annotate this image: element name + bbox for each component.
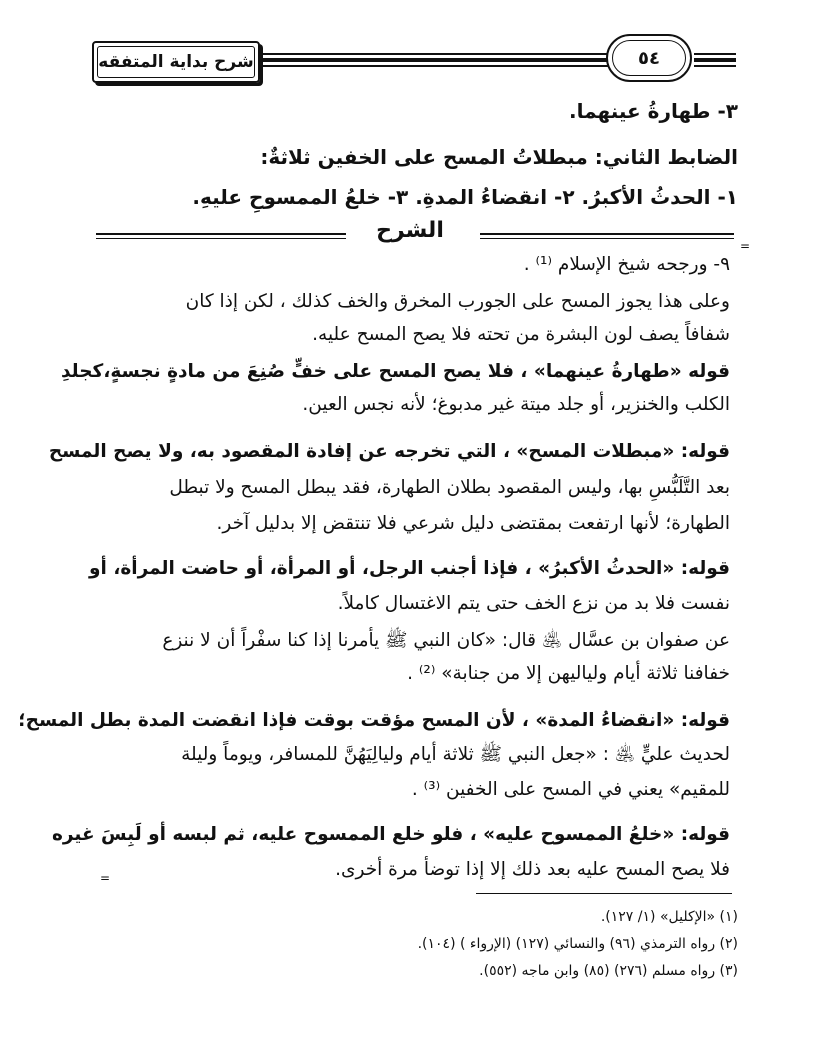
body-line: عن صفوان بن عسَّال ﵁ قال: «كان النبي ﷺ يأمرنا إذا كنا سفْراً أن لا ننزع xyxy=(162,630,730,651)
margin-mark: = xyxy=(100,871,111,885)
header-rule xyxy=(262,53,608,55)
header-rule xyxy=(262,58,608,62)
footnote: (٢) رواه الترمذي (٩٦) والنسائي (١٢٧) (الإرواء ) (١٠٤). xyxy=(417,936,738,952)
body-line: شفافاً يصف لون البشرة من تحته فلا يصح المسح عليه. xyxy=(312,324,730,345)
footnote: (١) «الإكليل» (١/ ١٢٧). xyxy=(600,909,738,925)
section-rule xyxy=(480,238,734,239)
page-number-box xyxy=(606,34,692,82)
running-title: شرح بداية المتفقه xyxy=(98,52,254,72)
matn-line: الضابط الثاني: مبطلاتُ المسح على الخفين ثلاثةٌ: xyxy=(260,145,738,169)
matn-line: ٣- طهارةُ عينهما. xyxy=(568,99,738,123)
running-title-box xyxy=(92,41,260,83)
margin-mark: = xyxy=(740,239,751,253)
page-number: ٥٤ xyxy=(638,47,660,69)
body-line: الكلب والخنزير، أو جلد ميتة غير مدبوغ؛ لأنه نجس العين. xyxy=(302,394,730,415)
body-line: خفافنا ثلاثة أيام ولياليهن إلا من جنابة» ⁽²⁾ . xyxy=(407,663,730,684)
footnote-separator xyxy=(476,893,732,894)
body-line: وعلى هذا يجوز المسح على الجورب المخرق والخف كذلك ، لكن إذا كان xyxy=(185,291,730,312)
body-line: قوله: «مبطلات المسح» ، التي تخرجه عن إفادة المقصود به، ولا يصح المسح xyxy=(48,441,730,462)
body-line: فلا يصح المسح عليه بعد ذلك إلا إذا توضأ مرة أخرى. xyxy=(335,859,730,880)
header-rule xyxy=(694,53,736,55)
section-title: الشرح xyxy=(376,218,444,243)
body-line: قوله: «الحدثُ الأكبرُ» ، فإذا أجنب الرجل، أو المرأة، أو حاضت المرأة، أو xyxy=(89,558,730,579)
body-line: قوله «طهارةُ عينهما» ، فلا يصح المسح على خفٍّ صُنِعَ من مادةٍ نجسةٍ،كجلدِ xyxy=(60,361,730,382)
body-line: للمقيم» يعني في المسح على الخفين ⁽³⁾ . xyxy=(411,779,730,800)
body-line: ٩- ورجحه شيخ الإسلام ⁽¹⁾ . xyxy=(523,254,730,275)
section-rule xyxy=(96,233,346,235)
header-rule xyxy=(262,65,608,67)
body-line: بعد التَّلَبُّسِ بها، وليس المقصود بطلان الطهارة، فقد يبطل المسح ولا تبطل xyxy=(169,477,730,498)
body-line: لحديث عليٍّ ﵁ : «جعل النبي ﷺ ثلاثة أيام وليالِيَهُنَّ للمسافر، ويوماً وليلة xyxy=(181,744,730,765)
body-line: قوله: «انقضاءُ المدة» ، لأن المسح مؤقت بوقت فإذا انقضت المدة بطل المسح؛ xyxy=(18,710,730,731)
section-rule xyxy=(96,238,346,239)
header-rule xyxy=(694,58,736,62)
section-rule xyxy=(480,233,734,235)
body-line: الطهارة؛ لأنها ارتفعت بمقتضى دليل شرعي فلا تنتقض إلا بدليل آخر. xyxy=(216,513,730,534)
body-line: قوله: «خلعُ الممسوح عليه» ، فلو خلع الممسوح عليه، ثم لبسه أو لَبِسَ غيره xyxy=(52,824,730,845)
header-rule xyxy=(694,65,736,67)
matn-line: ١- الحدثُ الأكبرُ. ٢- انقضاءُ المدةِ. ٣- خلعُ الممسوحِ عليهِ. xyxy=(192,185,738,209)
footnote: (٣) رواه مسلم (٢٧٦) (٨٥) وابن ماجه (٥٥٢). xyxy=(479,963,738,979)
body-line: نفست فلا بد من نزع الخف حتى يتم الاغتسال كاملاً. xyxy=(337,593,730,614)
